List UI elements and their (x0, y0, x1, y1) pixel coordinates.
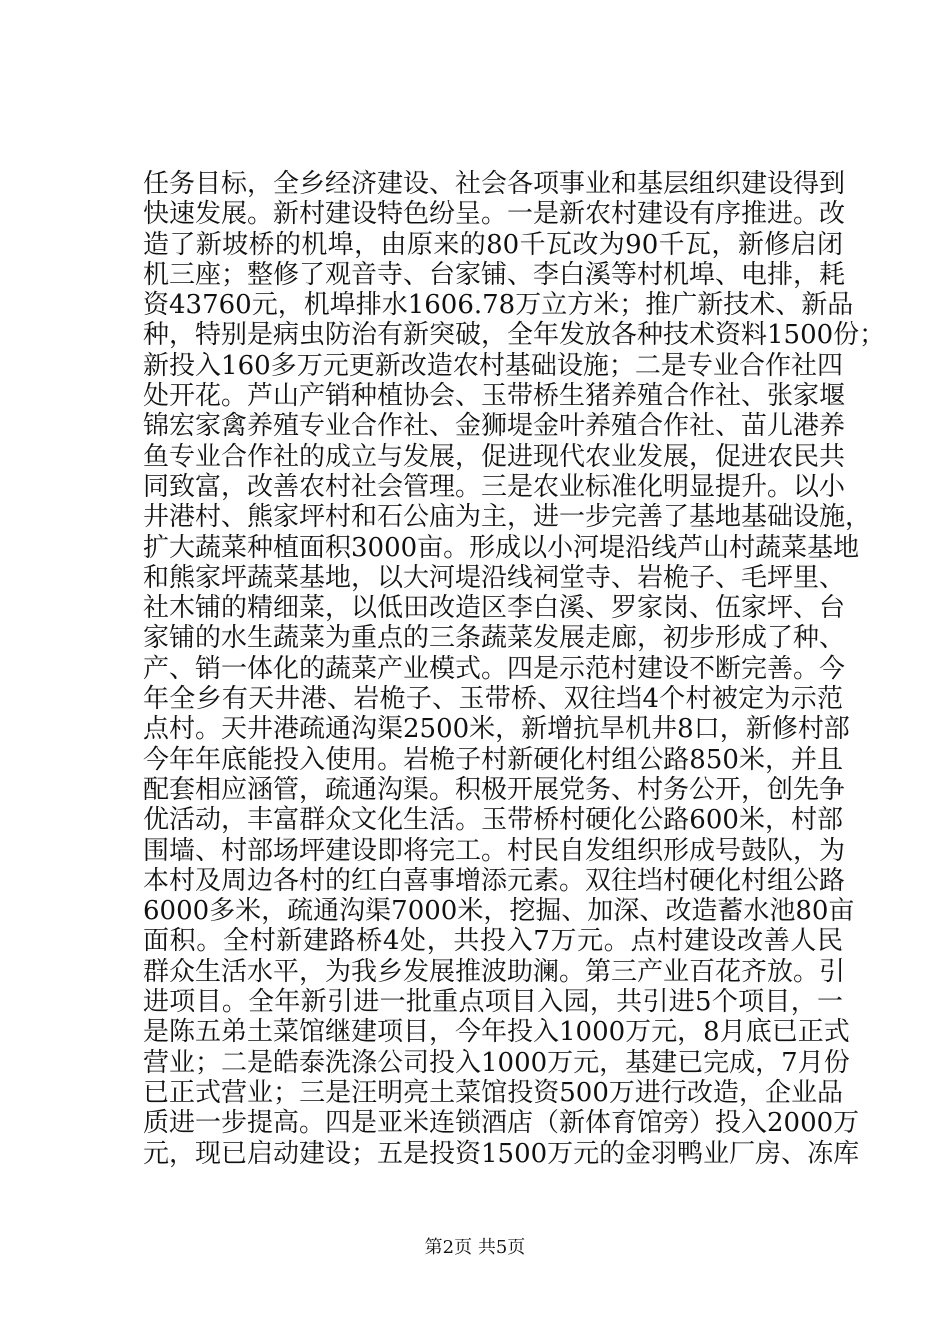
text-line: 机三座；整修了观音寺、台家铺、李白溪等村机埠、电排，耗 (143, 259, 846, 290)
text-line: 今年年底能投入使用。岩桅子村新硬化村组公路850米，并且 (143, 744, 843, 775)
text-line: 进项目。全年新引进一批重点项目入园，共引进5个项目，一 (143, 987, 843, 1018)
text-line: 资43760元，机埠排水1606.78万立方米；推广新技术、新品 (143, 290, 854, 321)
text-line: 已正式营业；三是汪明亮土菜馆投资500万进行改造，企业品 (143, 1077, 843, 1108)
text-line: 点村。天井港疏通沟渠2500米，新增抗旱机井8口，新修村部 (143, 714, 850, 745)
text-line: 优活动，丰富群众文化生活。玉带桥村硬化公路600米，村部 (143, 805, 843, 836)
text-line: 是陈五弟土菜馆继建项目，今年投入1000万元，8月底已正式 (143, 1017, 850, 1048)
text-line: 本村及周边各村的红白喜事增添元素。双往垱村硬化村组公路 (143, 865, 846, 896)
text-line: 6000多米，疏通沟渠7000米，挖掘、加深、改造蓄水池80亩 (143, 896, 855, 927)
text-line: 处开花。芦山产销种植协会、玉带桥生猪养殖合作社、张家堰 (143, 381, 846, 412)
text-line: 任务目标，全乡经济建设、社会各项事业和基层组织建设得到 (143, 169, 846, 199)
text-line: 家铺的水生蔬菜为重点的三条蔬菜发展走廊，初步形成了种、 (143, 623, 846, 654)
text-line: 鱼专业合作社的成立与发展，促进现代农业发展，促进农民共 (143, 441, 846, 472)
text-line: 锦宏家禽养殖专业合作社、金狮堤金叶养殖合作社、苗儿港养 (143, 411, 846, 442)
text-line: 元，现已启动建设；五是投资1500万元的金羽鸭业厂房、冻库 (143, 1138, 860, 1169)
text-line: 和熊家坪蔬菜基地，以大河堤沿线祠堂寺、岩桅子、毛坪里、 (143, 562, 846, 593)
text-line: 产、销一体化的蔬菜产业模式。四是示范村建设不断完善。今 (143, 653, 846, 684)
text-line: 新投入160多万元更新改造农村基础设施；二是专业合作社四 (143, 350, 843, 381)
text-line: 群众生活水平，为我乡发展推波助澜。第三产业百花齐放。引 (143, 956, 846, 987)
text-line: 种，特别是病虫防治有新突破，全年发放各种技术资料1500份； (143, 320, 886, 351)
text-line: 造了新坡桥的机埠，由原来的80千瓦改为90千瓦，新修启闭 (143, 229, 843, 260)
text-line: 营业；二是皓泰洗涤公司投入1000万元，基建已完成，7月份 (143, 1047, 850, 1078)
page-number-footer: 第2页 共5页 (424, 1237, 526, 1258)
text-line: 面积。全村新建路桥4处，共投入7万元。点村建设改善人民 (143, 926, 843, 957)
text-line: 配套相应涵管，疏通沟渠。积极开展党务、村务公开，创先争 (143, 774, 846, 805)
text-line: 质进一步提高。四是亚米连锁酒店（新体育馆旁）投入2000万 (143, 1108, 860, 1139)
text-line: 社木铺的精细菜，以低田改造区李白溪、罗家岗、伍家坪、台 (143, 593, 846, 624)
text-line: 同致富，改善农村社会管理。三是农业标准化明显提升。以小 (143, 471, 846, 502)
text-line: 年全乡有天井港、岩桅子、玉带桥、双往垱4个村被定为示范 (143, 684, 843, 715)
body-paragraph (143, 169, 886, 1169)
text-line: 快速发展。新村建设特色纷呈。一是新农村建设有序推进。改 (143, 199, 846, 230)
text-line: 井港村、熊家坪村和石公庙为主，进一步完善了基地基础设施， (143, 502, 872, 533)
text-line: 围墙、村部场坪建设即将完工。村民自发组织形成号鼓队，为 (143, 835, 846, 866)
text-line: 扩大蔬菜种植面积3000亩。形成以小河堤沿线芦山村蔬菜基地 (143, 532, 860, 563)
